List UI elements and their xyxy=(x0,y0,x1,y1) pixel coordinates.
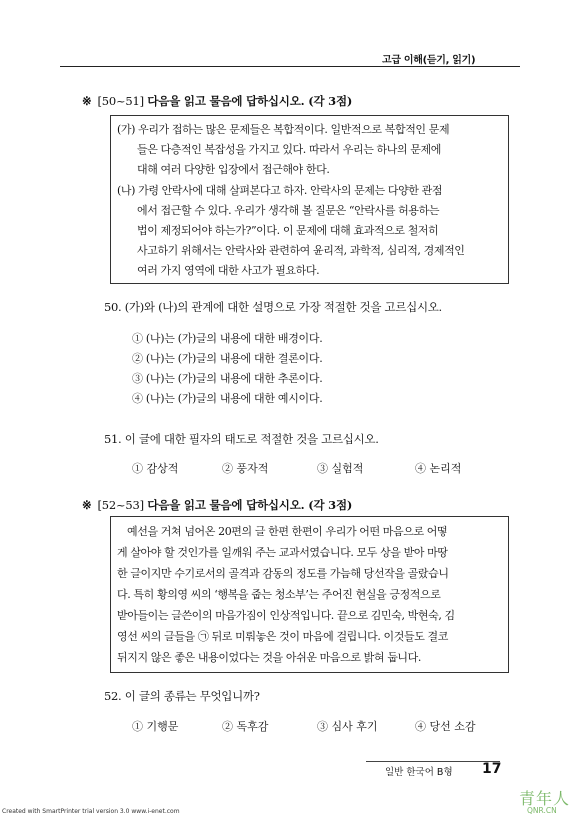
q52-option-3[interactable]: ③ 심사 후기 xyxy=(317,720,378,733)
passage-line: 영선 씨의 글들을 ㉠ 뒤로 미뤄놓은 것이 마음에 걸립니다. 이것들도 결코 xyxy=(117,630,448,643)
question-52: 52. 이 글의 종류는 무엇입니까? xyxy=(104,689,260,703)
passage-line: (나) 가령 안락사에 대해 살펴본다고 하자. 안락사의 문제는 다양한 관점 xyxy=(117,184,443,197)
passage-line: 들은 다층적인 복잡성을 가지고 있다. 따라서 우리는 하나의 문제에 xyxy=(137,143,441,156)
passage-line: 사고하기 위해서는 안락사와 관련하여 윤리적, 과학적, 심리적, 경제적인 xyxy=(137,244,465,257)
q52-option-4[interactable]: ④ 당선 소감 xyxy=(415,720,476,733)
section-heading-50-51 xyxy=(82,93,352,109)
passage-box-1 xyxy=(110,115,509,284)
q51-option-4[interactable]: ④ 논리적 xyxy=(415,462,462,475)
question-51: 51. 이 글에 대한 필자의 태도로 적절한 것을 고르십시오. xyxy=(104,432,379,446)
question-50: 50. (가)와 (나)의 관계에 대한 설명으로 가장 적절한 것을 고르십시오. xyxy=(104,300,442,314)
q50-option-2[interactable]: ② (나)는 (가)글의 내용에 대한 결론이다. xyxy=(132,352,323,365)
q51-option-3[interactable]: ③ 실험적 xyxy=(317,462,364,475)
trial-note: Created with SmartPrinter trial version 3.0 www.i-enet.com xyxy=(2,808,180,815)
reference-mark: ※ xyxy=(82,498,92,512)
q52-option-1[interactable]: ① 기행문 xyxy=(132,720,179,733)
passage-line: 여러 가지 영역에 대한 사고가 필요하다. xyxy=(137,264,320,277)
passage-line: 게 살아야 할 것인가를 일깨워 주는 교과서였습니다. 모두 상을 받아 마땅 xyxy=(117,546,448,559)
passage-line: 예선을 거쳐 넘어온 20편의 글 한편 한편이 우리가 어떤 마음으로 어떻 xyxy=(127,525,448,538)
section-range: [50~51] xyxy=(97,94,144,108)
watermark-logo: 青年人 xyxy=(519,789,571,808)
q50-option-3[interactable]: ③ (나)는 (가)글의 내용에 대한 추론이다. xyxy=(132,372,323,385)
passage-line: 받아들이는 글쓴이의 마음가짐이 인상적입니다. 끝으로 김민숙, 박현숙, 김 xyxy=(117,609,455,622)
passage-line: 다. 특히 황의영 씨의 ‘행복을 줍는 청소부’는 주어진 현실을 긍정적으로 xyxy=(117,588,441,601)
passage-line: 한 글이지만 수기로서의 골격과 감동의 정도를 가늠해 당선작을 골랐습니 xyxy=(117,567,449,580)
page-number: 17 xyxy=(482,761,502,777)
q50-option-1[interactable]: ① (나)는 (가)글의 내용에 대한 배경이다. xyxy=(132,332,323,345)
watermark-domain: QNR.CN xyxy=(527,806,557,815)
q50-option-4[interactable]: ④ (나)는 (가)글의 내용에 대한 예시이다. xyxy=(132,392,323,405)
passage-box-2 xyxy=(110,516,509,673)
passage-line: 대해 여러 다양한 입장에서 접근해야 한다. xyxy=(137,163,330,176)
reference-mark: ※ xyxy=(82,94,92,108)
q52-option-2[interactable]: ② 독후감 xyxy=(222,720,269,733)
passage-line: 에서 접근할 수 있다. 우리가 생각해 볼 질문은 “안락사를 허용하는 xyxy=(137,204,440,217)
section-instruction: 다음을 읽고 물음에 답하십시오. (각 3점) xyxy=(147,94,353,108)
q51-option-2[interactable]: ② 풍자적 xyxy=(222,462,269,475)
q51-option-1[interactable]: ① 감상적 xyxy=(132,462,179,475)
section-heading-52-53 xyxy=(82,497,352,513)
footer-label: 일반 한국어 B형 xyxy=(385,767,453,778)
section-range: [52~53] xyxy=(97,498,144,512)
passage-line: (가) 우리가 접하는 많은 문제들은 복합적이다. 일반적으로 복합적인 문제 xyxy=(117,123,450,136)
passage-line: 법이 제정되어야 하는가?”이다. 이 문제에 대해 효과적으로 철저히 xyxy=(137,224,439,237)
page-header-title: 고급 이해(듣기, 읽기) xyxy=(382,55,476,66)
section-instruction: 다음을 읽고 물음에 답하십시오. (각 3점) xyxy=(147,498,353,512)
passage-line: 뒤지지 않은 좋은 내용이었다는 것을 아쉬운 마음으로 밝혀 둡니다. xyxy=(117,651,421,664)
header-rule xyxy=(60,66,520,67)
footer-rule xyxy=(366,761,500,762)
